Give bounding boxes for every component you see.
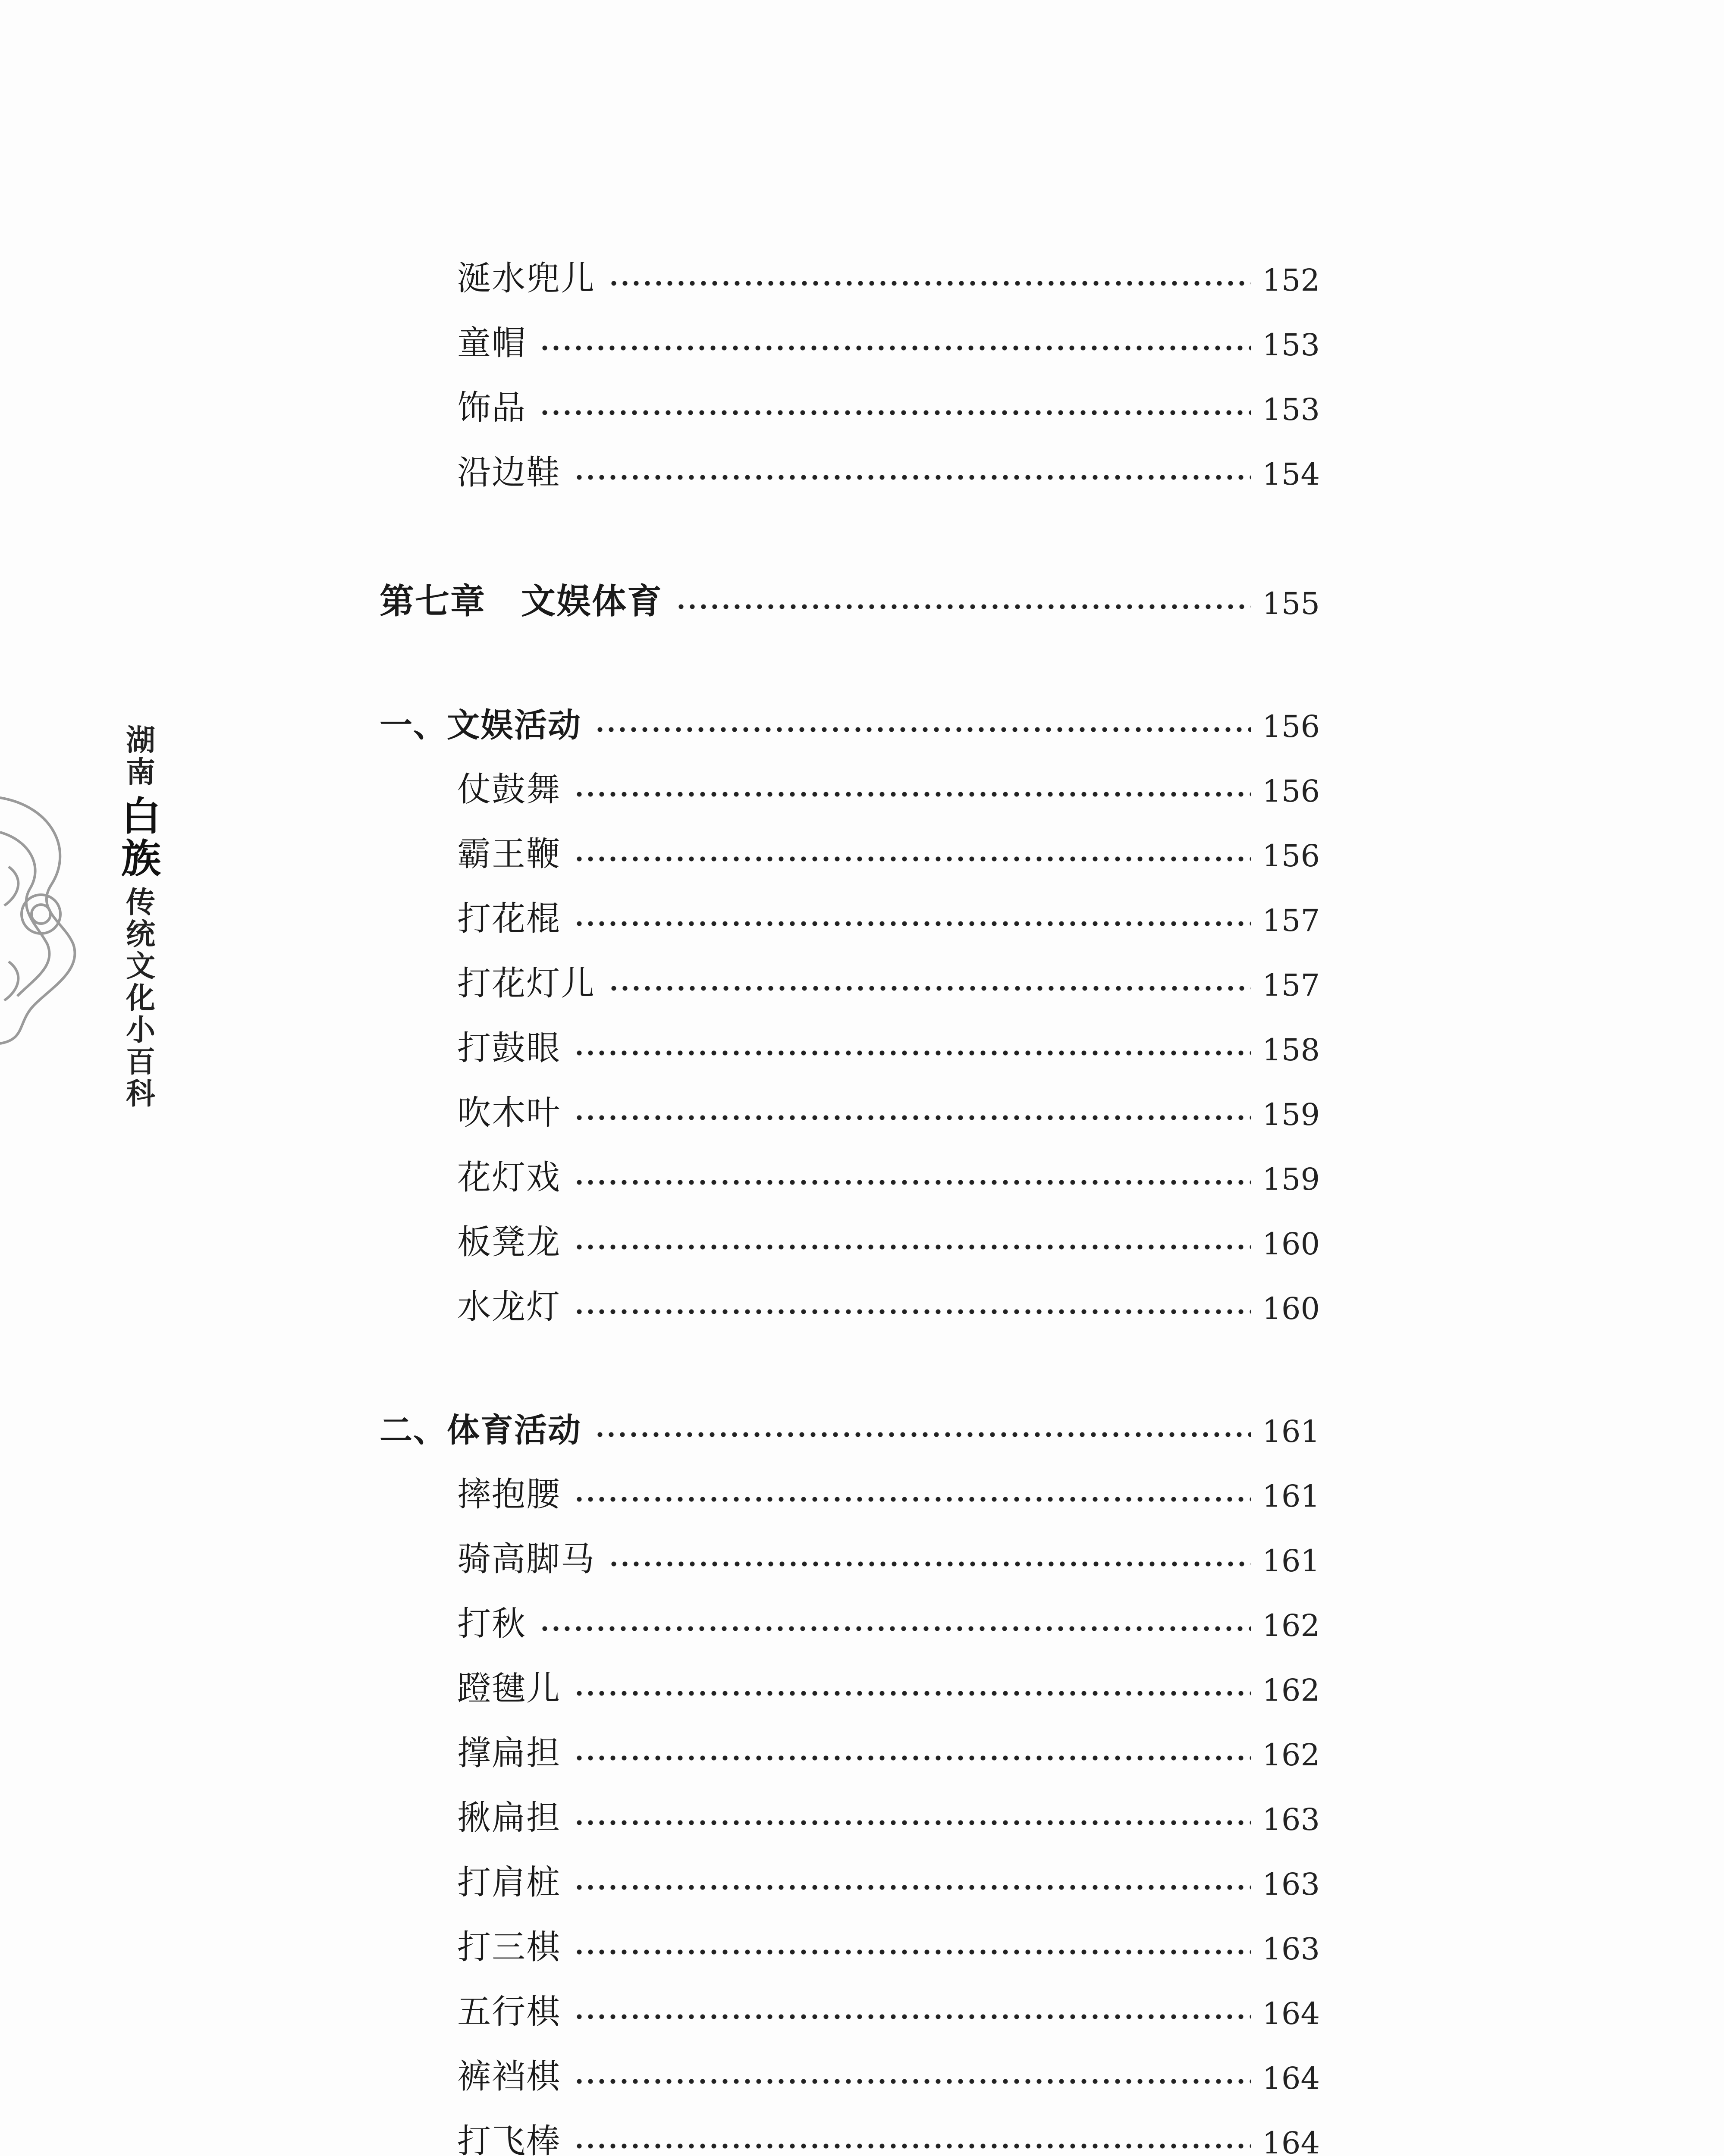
leader-dots xyxy=(574,1113,1251,1122)
toc-item[interactable] xyxy=(380,936,1320,1003)
toc-item-title: 板凳龙 xyxy=(457,1223,561,1262)
leader-dots xyxy=(594,1430,1251,1439)
toc-item-title: 打秋 xyxy=(457,1604,527,1643)
toc-item[interactable] xyxy=(380,1000,1320,1068)
toc-item-title: 裤裆棋 xyxy=(457,2057,561,2096)
leader-dots xyxy=(574,1049,1251,1057)
toc-item-page: 164 xyxy=(1262,2061,1320,2096)
leader-dots xyxy=(574,1307,1251,1316)
toc-item[interactable] xyxy=(380,1259,1320,1324)
toc-item-title: 吹木叶 xyxy=(457,1094,561,1132)
leader-dots xyxy=(574,1689,1251,1698)
leader-dots xyxy=(608,984,1251,993)
toc-item-page: 162 xyxy=(1262,1673,1320,1708)
toc-item[interactable] xyxy=(380,1899,1320,1967)
toc-item-page: 152 xyxy=(1262,263,1320,298)
leader-dots xyxy=(608,279,1251,288)
leader-dots xyxy=(539,408,1251,417)
toc-item-title: 打飞棒 xyxy=(457,2122,561,2156)
toc-item-page: 164 xyxy=(1262,1996,1320,2031)
toc-item-page: 161 xyxy=(1262,1543,1320,1579)
toc-item-page: 163 xyxy=(1262,1931,1320,1967)
toc-item-title: 撑扁担 xyxy=(457,1734,561,1773)
toc-item-page: 157 xyxy=(1262,968,1320,1003)
toc-item-page: 163 xyxy=(1262,1867,1320,1902)
toc-item[interactable] xyxy=(380,1964,1320,2029)
spacer xyxy=(380,619,1320,677)
toc-item-title: 骑高脚马 xyxy=(457,1540,596,1579)
leader-dots xyxy=(574,1818,1251,1827)
toc-item[interactable] xyxy=(380,1447,1320,1514)
toc-item-title: 仗鼓舞 xyxy=(457,770,561,809)
spacer xyxy=(380,1324,1320,1382)
toc-section[interactable] xyxy=(380,677,1320,742)
toc-item-page: 153 xyxy=(1262,392,1320,427)
toc-item-page: 156 xyxy=(1262,774,1320,809)
book-title-ethnic: 白族 xyxy=(115,795,161,880)
leader-dots xyxy=(574,2077,1251,2086)
toc-item[interactable] xyxy=(380,425,1320,492)
toc-item-page: 160 xyxy=(1262,1226,1320,1262)
toc-item[interactable] xyxy=(380,1705,1320,1773)
leader-dots xyxy=(675,602,1251,611)
toc-item-page: 159 xyxy=(1262,1162,1320,1197)
leader-dots xyxy=(574,919,1251,928)
leader-dots xyxy=(574,1243,1251,1251)
toc-item-page: 162 xyxy=(1262,1608,1320,1643)
toc-item-title: 沿边鞋 xyxy=(457,453,561,492)
toc-item[interactable] xyxy=(380,2093,1320,2156)
toc-item-page: 159 xyxy=(1262,1097,1320,1132)
section-page: 161 xyxy=(1262,1414,1320,1449)
toc-item[interactable] xyxy=(380,1576,1320,1641)
toc-item[interactable] xyxy=(380,1194,1320,1262)
toc-item[interactable] xyxy=(380,742,1320,809)
toc-item-page: 164 xyxy=(1262,2125,1320,2156)
leader-dots xyxy=(594,725,1251,734)
toc-section[interactable] xyxy=(380,1382,1320,1447)
toc-item-page: 160 xyxy=(1262,1291,1320,1326)
leader-dots xyxy=(574,1754,1251,1762)
toc-item-title: 涎水兜儿 xyxy=(457,259,596,298)
toc-item[interactable] xyxy=(380,1770,1320,1835)
toc-item-page: 163 xyxy=(1262,1802,1320,1837)
vertical-book-title xyxy=(114,724,162,1110)
toc-item-title: 打肩桩 xyxy=(457,1863,561,1902)
toc-item-title: 摔抱腰 xyxy=(457,1475,561,1514)
toc-item[interactable] xyxy=(380,1511,1320,1579)
toc-item[interactable] xyxy=(380,2029,1320,2096)
toc-item-title: 打花棍 xyxy=(457,899,561,938)
chapter-page: 155 xyxy=(1262,586,1320,621)
spacer xyxy=(380,489,1320,554)
toc-item-title: 打三棋 xyxy=(457,1928,561,1967)
leader-dots xyxy=(574,1883,1251,1892)
toc-item[interactable] xyxy=(380,231,1320,298)
toc-item-page: 156 xyxy=(1262,838,1320,874)
toc-item[interactable] xyxy=(380,1641,1320,1708)
leader-dots xyxy=(539,1624,1251,1633)
toc-item-page: 162 xyxy=(1262,1737,1320,1773)
toc-item-title: 蹬毽儿 xyxy=(457,1669,561,1708)
toc-chapter[interactable] xyxy=(380,554,1320,619)
toc-item[interactable] xyxy=(380,1130,1320,1197)
section-title: 二、体育活动 xyxy=(380,1411,581,1449)
toc-item-page: 158 xyxy=(1262,1032,1320,1068)
leader-dots xyxy=(574,473,1251,482)
toc-item-title: 五行棋 xyxy=(457,1993,561,2031)
leader-dots xyxy=(574,790,1251,799)
leader-dots xyxy=(574,2142,1251,2150)
section-page: 156 xyxy=(1262,709,1320,744)
toc-item-title: 霸王鞭 xyxy=(457,835,561,874)
book-title-region: 湖南 xyxy=(121,724,155,788)
leader-dots xyxy=(608,1560,1251,1568)
toc-item-page: 161 xyxy=(1262,1479,1320,1514)
toc-item[interactable] xyxy=(380,1065,1320,1130)
toc-item-page: 153 xyxy=(1262,327,1320,363)
toc-item[interactable] xyxy=(380,806,1320,874)
leader-dots xyxy=(539,344,1251,352)
leader-dots xyxy=(574,1178,1251,1187)
toc-item-title: 饰品 xyxy=(457,389,527,427)
toc-item-title: 揪扁担 xyxy=(457,1799,561,1837)
toc-item[interactable] xyxy=(380,360,1320,425)
toc-item-title: 水龙灯 xyxy=(457,1288,561,1326)
toc-item-title: 花灯戏 xyxy=(457,1158,561,1197)
toc-item[interactable] xyxy=(380,871,1320,936)
book-title-subtitle: 传统文化小百科 xyxy=(121,887,155,1110)
toc-item-page: 157 xyxy=(1262,903,1320,938)
toc-item[interactable] xyxy=(380,295,1320,363)
decorative-ornament xyxy=(0,780,86,1048)
table-of-contents xyxy=(380,231,1320,2156)
toc-item-title: 童帽 xyxy=(457,324,527,363)
leader-dots xyxy=(574,855,1251,863)
toc-item-title: 打花灯儿 xyxy=(457,964,596,1003)
toc-item[interactable] xyxy=(380,1835,1320,1902)
toc-item-page: 154 xyxy=(1262,457,1320,492)
section-title: 一、文娱活动 xyxy=(380,706,581,744)
leader-dots xyxy=(574,1495,1251,1504)
leader-dots xyxy=(574,2012,1251,2021)
leader-dots xyxy=(574,1948,1251,1956)
toc-item-title: 打鼓眼 xyxy=(457,1029,561,1068)
chapter-title: 第七章 文娱体育 xyxy=(380,581,663,621)
